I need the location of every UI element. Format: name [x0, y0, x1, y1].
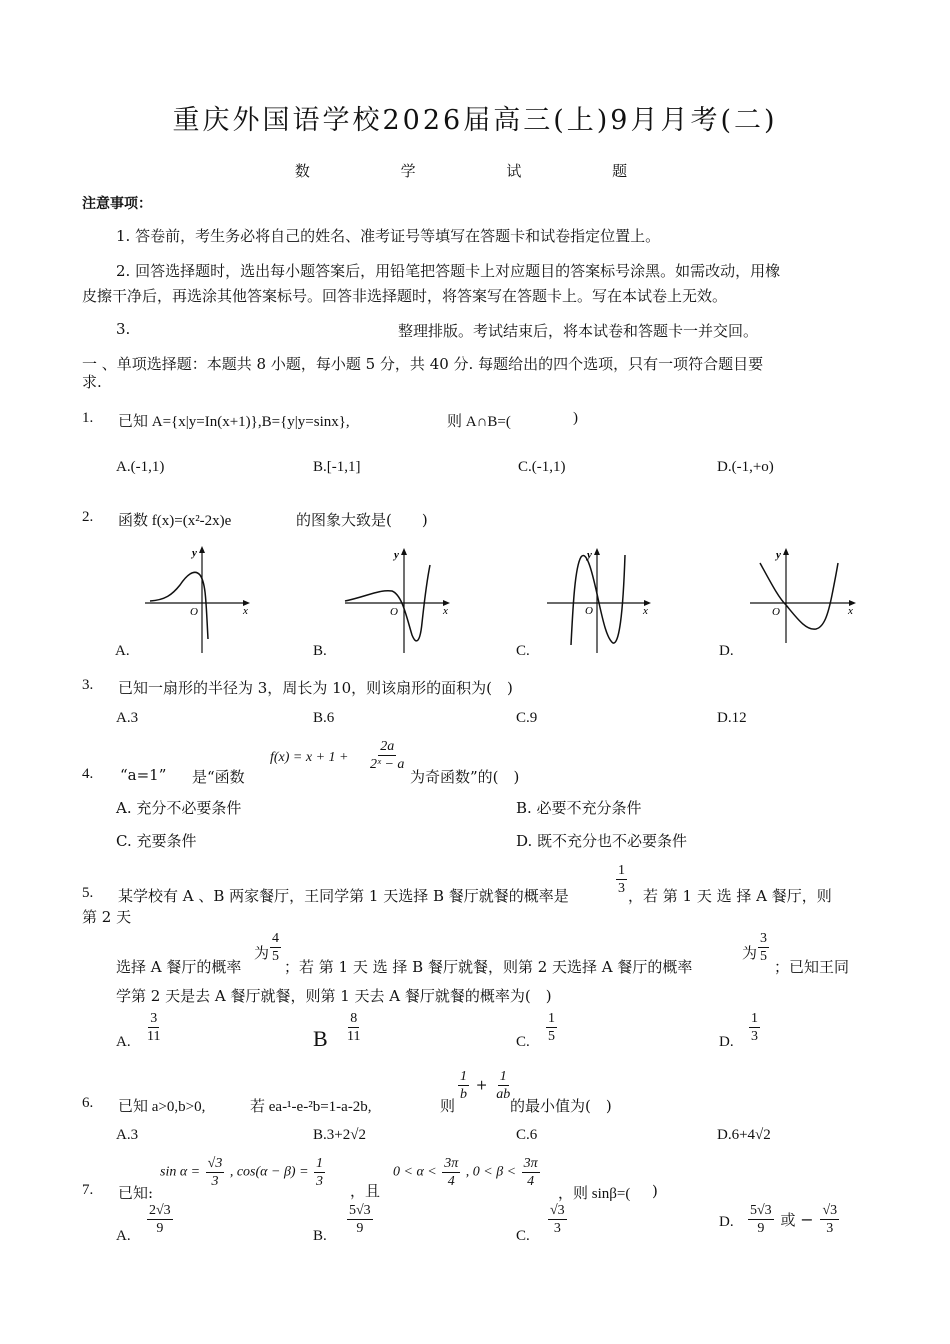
q5-line2a: 选择 A 餐厅的概率 [116, 958, 242, 976]
q7-qie: ，且 [350, 1182, 381, 1200]
q5-p2-den: 5 [272, 949, 279, 964]
q5-wei2: 为 [742, 944, 758, 962]
q6-number: 6. [82, 1095, 94, 1111]
q4-post: 为奇函数”的( ) [410, 768, 520, 786]
q4-frac-den: 2ˣ − a [370, 757, 405, 772]
q7-range: 0 < α < $\frac{3\pi}{4}$ , 0 < β < $\frac{3\pi}{4}$ [393, 1156, 538, 1189]
subject-title: 数 学 试 题 [294, 162, 656, 180]
q3-option-d: D.12 [717, 710, 747, 726]
q5-line1c: 第 2 天 [82, 908, 132, 926]
q4-option-d: D. 既不充分也不必要条件 [516, 832, 688, 850]
q2-label-a: A. [115, 643, 130, 659]
q3-option-a: A.3 [116, 710, 139, 726]
q6-option-b: B.3+2√2 [313, 1127, 366, 1143]
q4-option-a: A. 充分不必要条件 [116, 799, 242, 817]
q5-option-c-label: C. [516, 1034, 530, 1050]
notice-item-3: 整理排版。考试结束后，将本试卷和答题卡一并交回。 [398, 322, 759, 340]
graph-d-origin: O [772, 606, 780, 618]
section-heading-cont: 求. [82, 373, 102, 391]
graph-b-origin: O [390, 606, 398, 618]
q5-prob-3 [756, 930, 771, 965]
q4-fraction [366, 738, 408, 773]
q2-tail: 的图象大致是( ) [296, 511, 428, 529]
q1-tail: 则 A∩B=( [447, 414, 511, 430]
q2-stem: 函数 f(x)=(x²-2x)e [118, 513, 232, 529]
q5-option-d: $\frac{1}{3}$ [751, 1011, 758, 1044]
q3-number: 3. [82, 677, 94, 693]
q7-option-b-label: B. [313, 1228, 327, 1244]
q6-ze: 则 [440, 1097, 456, 1115]
q1-option-c: C.(-1,1) [518, 459, 566, 475]
graph-c-x-label: x [643, 605, 648, 617]
q5-wei1: 为 [254, 944, 270, 962]
notice-item-2b: 皮擦干净后，再选涂其他答案标号。回答非选择题时，将答案写在答题卡上。写在本试卷上无效。 [82, 287, 728, 305]
q6-option-a: A.3 [116, 1127, 139, 1143]
q1-option-b: B.[-1,1] [313, 459, 361, 475]
q5-line1b: ，若 第 1 天 选 择 A 餐厅，则 [628, 887, 832, 905]
q7-condition: sin α = $\frac{√3}{3}$ , cos(α − β) = $\frac{1}{3}$ [160, 1156, 324, 1189]
graph-b-y-label: y [394, 549, 399, 561]
q6-option-c: C.6 [516, 1127, 538, 1143]
graph-c-y-label: y [587, 549, 592, 561]
q5-line2c: ；已知王同 [774, 958, 850, 976]
q4-pre: “a=1” [120, 766, 167, 784]
q7-option-a: $\frac{2√3}{9}$ [149, 1203, 171, 1236]
q1-close: ) [573, 410, 578, 426]
q1-stem: 已知 A={x|y=In(x+1)},B={y|y=sinx}, [118, 414, 350, 430]
q7-close: ) [652, 1182, 658, 1200]
q1-option-a: A.(-1,1) [116, 459, 165, 475]
q6-mid: 若 ea-¹-e-²b=1-a-2b, [250, 1099, 372, 1115]
q5-option-c: $\frac{1}{5}$ [548, 1011, 555, 1044]
q6-expression: $\frac{1}{b}$ + $\frac{1}{ab}$ [460, 1069, 511, 1102]
q6-option-d: D.6+4√2 [717, 1127, 771, 1143]
graph-c [545, 545, 660, 655]
graph-a-origin: O [190, 606, 198, 618]
q7-option-a-label: A. [116, 1228, 131, 1244]
graph-b-x-label: x [443, 605, 448, 617]
graph-a-x-label: x [243, 605, 248, 617]
q7-tail: ，则 sinβ=( [558, 1186, 631, 1202]
graph-b [340, 545, 455, 655]
q5-option-b-label: B [313, 1026, 328, 1051]
q5-option-d-label: D. [719, 1034, 734, 1050]
q5-p1-num: 1 [618, 863, 625, 878]
q5-option-b: $\frac{8}{11}$ [347, 1011, 361, 1044]
graph-a-y-label: y [192, 547, 197, 559]
q2-label-d: D. [719, 643, 734, 659]
q5-option-a: $\frac{3}{11}$ [147, 1011, 161, 1044]
q7-option-c: $\frac{√3}{3}$ [550, 1203, 565, 1236]
q7-option-d-label: D. [719, 1214, 734, 1230]
q3-option-c: C.9 [516, 710, 538, 726]
q4-option-c: C. 充要条件 [116, 832, 197, 850]
notice-item-2a: 2. 回答选择题时，选出每小题答案后，用铅笔把答题卡上对应题目的答案标号涂黑。如需改动，用橡 [116, 262, 781, 280]
q4-fx: f(x) = x + 1 + [270, 750, 349, 765]
q7-option-c-label: C. [516, 1228, 530, 1244]
q5-p1-den: 3 [618, 881, 625, 896]
q6-tail: 的最小值为( ) [510, 1097, 612, 1115]
section-heading: 一 、单项选择题：本题共 8 小题，每小题 5 分，共 40 分. 每题给出的四个选项，只有一项符合题目要 [82, 355, 764, 373]
q5-p3-num: 3 [760, 931, 767, 946]
graph-d-x-label: x [848, 605, 853, 617]
page-title: 重庆外国语学校2026届高三(上)9月月考(二) [172, 105, 778, 136]
q3-stem: 已知一扇形的半径为 3，周长为 10，则该扇形的面积为( ) [118, 679, 513, 697]
q2-label-c: C. [516, 643, 530, 659]
q7-number: 7. [82, 1182, 94, 1198]
q6-stem: 已知 a>0,b>0, [118, 1099, 206, 1115]
q7-option-d: $\frac{5√3}{9}$ 或 − $\frac{√3}{3}$ [750, 1203, 838, 1236]
q5-line1a: 某学校有 A 、B 两家餐厅，王同学第 1 天选择 B 餐厅就餐的概率是 [118, 887, 569, 905]
notice-item-3-num: 3. [116, 320, 131, 338]
q7-stem: 已知: [118, 1184, 154, 1202]
q3-option-b: B.6 [313, 710, 335, 726]
q5-p2-num: 4 [272, 931, 279, 946]
q5-prob-1 [614, 862, 629, 897]
q5-prob-2 [268, 930, 283, 965]
graph-c-origin: O [585, 605, 593, 617]
q5-p3-den: 5 [760, 949, 767, 964]
q5-line2b: ；若 第 1 天 选 择 B 餐厅就餐，则第 2 天选择 A 餐厅的概率 [284, 958, 693, 976]
q4-option-b: B. 必要不充分条件 [516, 799, 642, 817]
q2-number: 2. [82, 509, 94, 525]
graph-d-y-label: y [776, 549, 781, 561]
q2-label-b: B. [313, 643, 327, 659]
q4-frac-num: 2a [380, 739, 395, 754]
q7-option-b: $\frac{5√3}{9}$ [349, 1203, 371, 1236]
graph-a [140, 543, 255, 655]
q1-number: 1. [82, 410, 94, 426]
notice-heading: 注意事项： [82, 196, 152, 212]
q5-line3: 学第 2 天是去 A 餐厅就餐，则第 1 天去 A 餐厅就餐的概率为( ) [116, 987, 552, 1005]
notice-item-1: 1. 答卷前，考生务必将自己的姓名、准考证号等填写在答题卡和试卷指定位置上。 [116, 227, 661, 245]
q1-option-d: D.(-1,+o) [717, 459, 774, 475]
q4-mid: 是“函数 [192, 768, 245, 786]
graph-d [748, 545, 863, 645]
q5-option-a-label: A. [116, 1034, 131, 1050]
q5-number: 5. [82, 885, 94, 901]
q4-number: 4. [82, 766, 94, 782]
